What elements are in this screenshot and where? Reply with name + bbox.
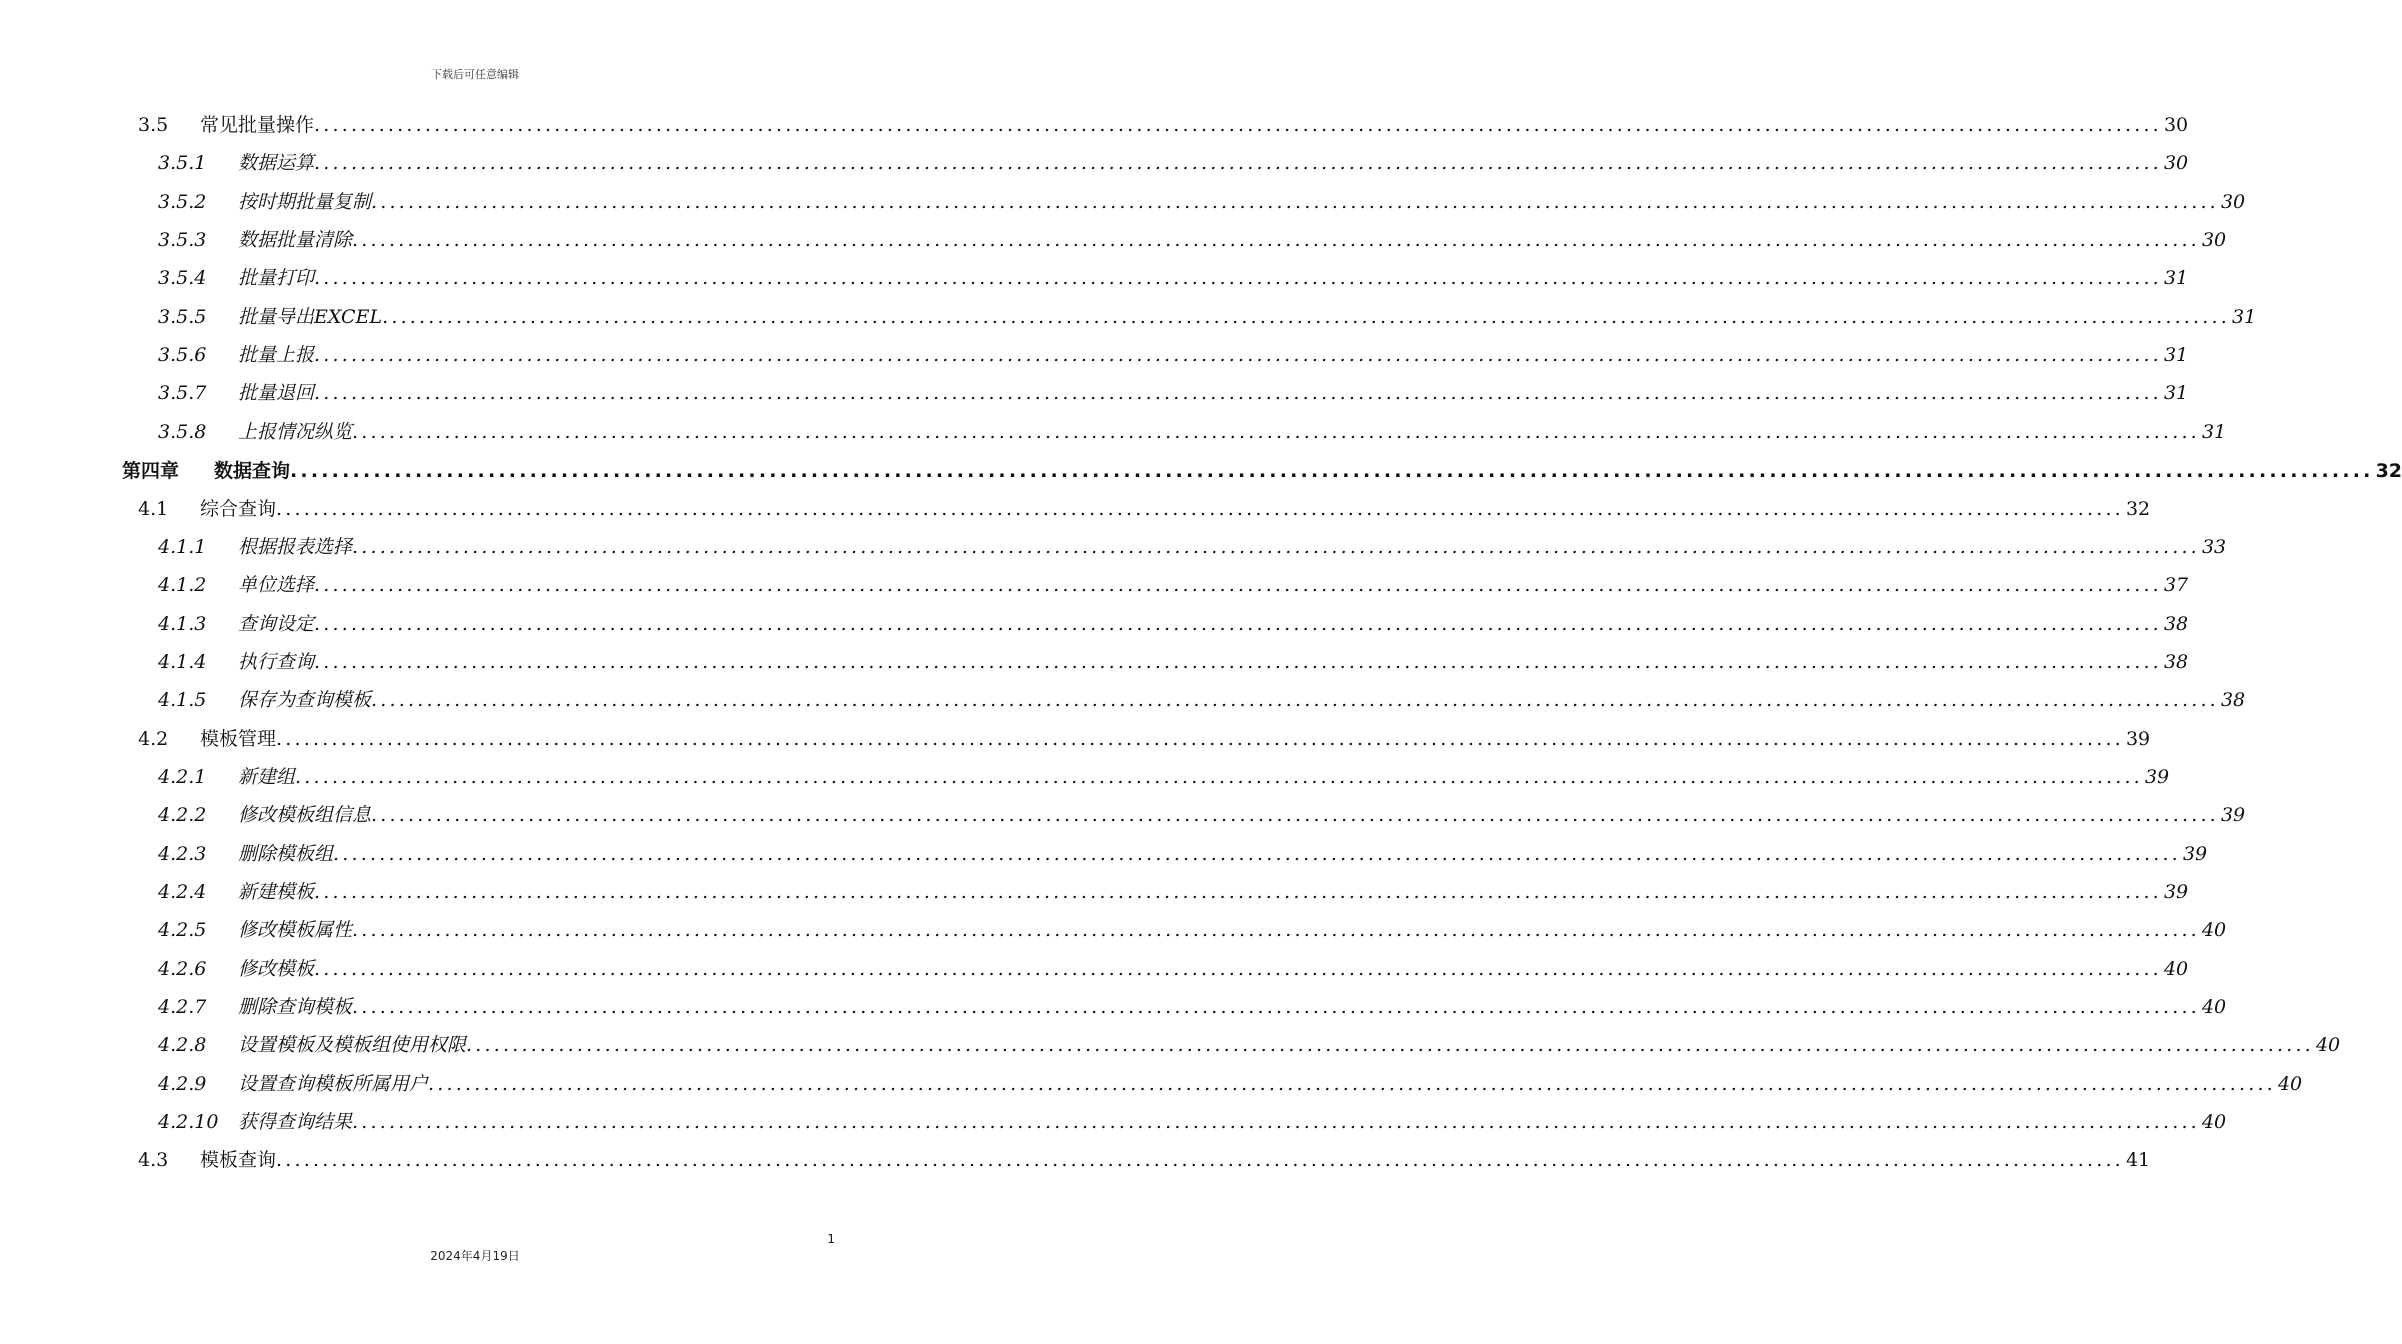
toc-entry-number: 3.5.3 [158,229,207,252]
toc-entry-title: 模板查询 [200,1149,277,1172]
toc-dot-leader: ........................................................................................................................................................................................................ [382,305,2231,328]
toc-entry-number: 3.5.6 [158,344,207,367]
toc-entry[interactable] [158,645,2189,679]
toc-entry[interactable] [158,376,2189,410]
toc-entry[interactable] [158,338,2189,372]
toc-entry[interactable] [158,875,2189,909]
toc-dot-leader: ........................................................................................................................................................................................................ [314,574,2162,597]
toc-entry-number: 4.2.3 [158,842,207,865]
toc-entry-title: 新建模板 [238,881,315,903]
toc-entry-number: 4.1.3 [158,612,207,635]
toc-entry[interactable] [158,146,2189,180]
toc-entry-page: 39 [2125,727,2151,750]
toc-entry-number: 4.2.7 [158,996,207,1019]
toc-entry-title: 综合查询 [200,497,277,520]
toc-entry-number: 4.2 [138,727,169,750]
toc-entry-page: 31 [2201,420,2227,443]
toc-entry[interactable] [122,454,2402,488]
toc-entry-page: 40 [2315,1034,2341,1057]
toc-dot-leader: ........................................................................................................................................................................................................ [371,689,2219,712]
toc-dot-leader: ........................................................................................................................................................................................................ [314,612,2162,635]
toc-entry-title: 按时期批量复制 [238,190,372,213]
toc-dot-leader: ........................................................................................................................................................................................................ [276,497,2124,520]
page-header: 下载后可任意编辑 [431,68,519,81]
toc-entry[interactable] [158,607,2189,641]
toc-entry[interactable] [158,683,2246,717]
toc-entry-title: 修改模板属性 [238,919,353,942]
toc-entry-page: 31 [2163,344,2189,367]
toc-entry[interactable] [138,492,2151,526]
toc-entry-title: 数据批量清除 [238,229,353,252]
toc-entry-page: 32 [2375,460,2402,483]
toc-entry-page: 33 [2201,535,2227,558]
toc-entry-number: 4.2.9 [158,1072,207,1095]
toc-entry-number: 4.2.1 [158,765,207,788]
toc-entry-page: 40 [2201,1111,2227,1134]
toc-entry[interactable] [158,913,2227,947]
toc-dot-leader: ........................................................................................................................................................................................................ [314,267,2162,290]
toc-dot-leader: ........................................................................................................................................................................................................ [314,957,2162,980]
toc-entry-page: 39 [2144,765,2170,788]
toc-entry-number: 3.5.7 [158,382,207,405]
toc-entry-title: 批量导出EXCEL [238,305,383,328]
toc-entry-title: 新建组 [238,765,296,788]
toc-entry-page: 31 [2163,267,2189,290]
toc-entry-number: 4.1.1 [158,535,207,558]
toc-entry-number: 3.5.5 [158,305,207,328]
toc-dot-leader: ........................................................................................................................................................................................................ [314,881,2162,903]
toc-entry-number: 4.1.5 [158,689,207,712]
toc-entry-page: 40 [2163,957,2189,980]
toc-entry-title: 批量上报 [238,344,315,367]
toc-dot-leader: ........................................................................................................................................................................................................ [352,919,2200,942]
toc-entry[interactable] [158,300,2257,334]
toc-entry-number: 3.5.2 [158,190,207,213]
toc-entry-title: 保存为查询模板 [238,689,372,712]
toc-entry-page: 31 [2232,305,2257,328]
toc-entry[interactable] [158,185,2246,219]
toc-entry-page: 30 [2220,190,2246,213]
toc-entry-page: 30 [2163,114,2189,136]
toc-entry[interactable] [138,1143,2151,1177]
toc-entry-page: 39 [2220,804,2246,827]
toc-dot-leader: ........................................................................................................................................................................................................ [295,765,2143,788]
toc-entry-page: 40 [2277,1072,2303,1095]
toc-entry[interactable] [158,223,2227,257]
page-number: 1 [827,1232,835,1246]
toc-entry-title: 常见批量操作 [200,114,315,136]
toc-entry-title: 批量退回 [238,382,315,405]
toc-dot-leader: ........................................................................................................................................................................................................ [314,650,2162,673]
toc-entry-title: 删除查询模板 [238,996,353,1019]
toc-dot-leader: ........................................................................................................................................................................................................ [352,229,2200,252]
toc-entry-title: 批量打印 [238,267,315,290]
toc-entry-page: 41 [2125,1149,2151,1172]
toc-entry-page: 39 [2182,842,2208,865]
toc-entry-number: 3.5.1 [158,152,207,175]
toc-dot-leader: ........................................................................................................................................................................................................ [352,535,2200,558]
toc-entry-number: 3.5.4 [158,267,207,290]
toc-dot-leader: ........................................................................................................................................................................................................ [314,382,2162,405]
toc-entry-number: 4.2.2 [158,804,207,827]
toc-entry-number: 3.5.8 [158,420,207,443]
toc-entry[interactable] [158,990,2227,1024]
toc-entry[interactable] [158,760,2170,794]
toc-entry-number: 4.2.10 [158,1111,219,1134]
toc-entry-title: 根据报表选择 [238,535,353,558]
toc-entry-title: 查询设定 [238,612,315,635]
toc-dot-leader: ........................................................................................................................................................................................................ [314,152,2162,175]
toc-entry-page: 30 [2163,152,2189,175]
toc-entry-page: 31 [2163,382,2189,405]
toc-entry-page: 38 [2163,650,2189,673]
toc-entry-title: 设置查询模板所属用户 [238,1072,429,1095]
toc-entry[interactable] [158,1028,2341,1062]
toc-dot-leader: ........................................................................................................................................................................................................ [314,114,2162,136]
toc-entry-title: 单位选择 [238,574,315,597]
toc-entry-page: 30 [2201,229,2227,252]
toc-dot-leader: ........................................................................................................................................................................................................ [276,1149,2124,1172]
toc-entry[interactable] [138,722,2151,756]
toc-dot-leader: ........................................................................................................................................................................................................ [352,1111,2200,1134]
toc-entry-title: 上报情况纵览 [238,420,353,443]
toc-entry[interactable] [158,837,2208,871]
toc-entry-page: 40 [2201,919,2227,942]
toc-entry-page: 40 [2201,996,2227,1019]
toc-entry-title: 修改模板组信息 [238,804,372,827]
toc-entry-page: 32 [2125,497,2151,520]
toc-entry-page: 39 [2163,881,2189,903]
toc-entry-page: 38 [2220,689,2246,712]
toc-entry-number: 4.2.4 [158,881,207,903]
toc-entry-number: 4.2.6 [158,957,207,980]
toc-entry-title: 设置模板及模板组使用权限 [238,1034,467,1057]
toc-entry-number: 4.1.2 [158,574,207,597]
toc-entry[interactable] [158,261,2189,295]
toc-dot-leader: ........................................................................................................................................................................................................ [352,996,2200,1019]
toc-dot-leader: ........................................................................................................................................................................................................ [314,344,2162,367]
toc-entry[interactable] [158,568,2189,602]
toc-entry-title: 修改模板 [238,957,315,980]
toc-entry-number: 4.3 [138,1149,169,1172]
toc-entry-title: 执行查询 [238,650,315,673]
toc-entry-title: 模板管理 [200,727,277,750]
toc-entry[interactable] [158,1105,2227,1139]
toc-entry-number: 4.2.5 [158,919,207,942]
toc-entry-title: 数据运算 [238,152,315,175]
toc-dot-leader: ........................................................................................................................................................................................................ [428,1072,2276,1095]
toc-dot-leader: ........................................................................................................................................................................................................ [371,804,2219,827]
toc-entry-number: 3.5 [138,114,169,136]
toc-dot-leader: ........................................................................................................................................................................................................ [276,727,2124,750]
toc-entry-number: 4.2.8 [158,1034,207,1057]
toc-entry[interactable] [158,415,2227,449]
toc-entry-number: 第四章 [122,460,180,483]
toc-entry-page: 37 [2163,574,2189,597]
toc-entry-title: 数据查询 [214,460,291,483]
toc-entry[interactable] [158,1067,2303,1101]
toc-entry[interactable] [158,952,2189,986]
toc-entry-number: 4.1.4 [158,650,207,673]
footer-date: 2024年4月19日 [430,1249,520,1263]
toc-entry[interactable] [158,798,2246,832]
toc-entry-number: 4.1 [138,497,169,520]
toc-entry[interactable] [138,108,2189,142]
toc-dot-leader: ........................................................................................................................................................................................................ [290,460,2374,483]
toc-dot-leader: ........................................................................................................................................................................................................ [333,842,2181,865]
toc-entry-page: 38 [2163,612,2189,635]
toc-entry-title: 获得查询结果 [238,1111,353,1134]
toc-entry-title: 删除模板组 [238,842,334,865]
toc-dot-leader: ........................................................................................................................................................................................................ [466,1034,2314,1057]
toc-dot-leader: ........................................................................................................................................................................................................ [371,190,2219,213]
toc-dot-leader: ........................................................................................................................................................................................................ [352,420,2200,443]
toc-entry[interactable] [158,530,2227,564]
